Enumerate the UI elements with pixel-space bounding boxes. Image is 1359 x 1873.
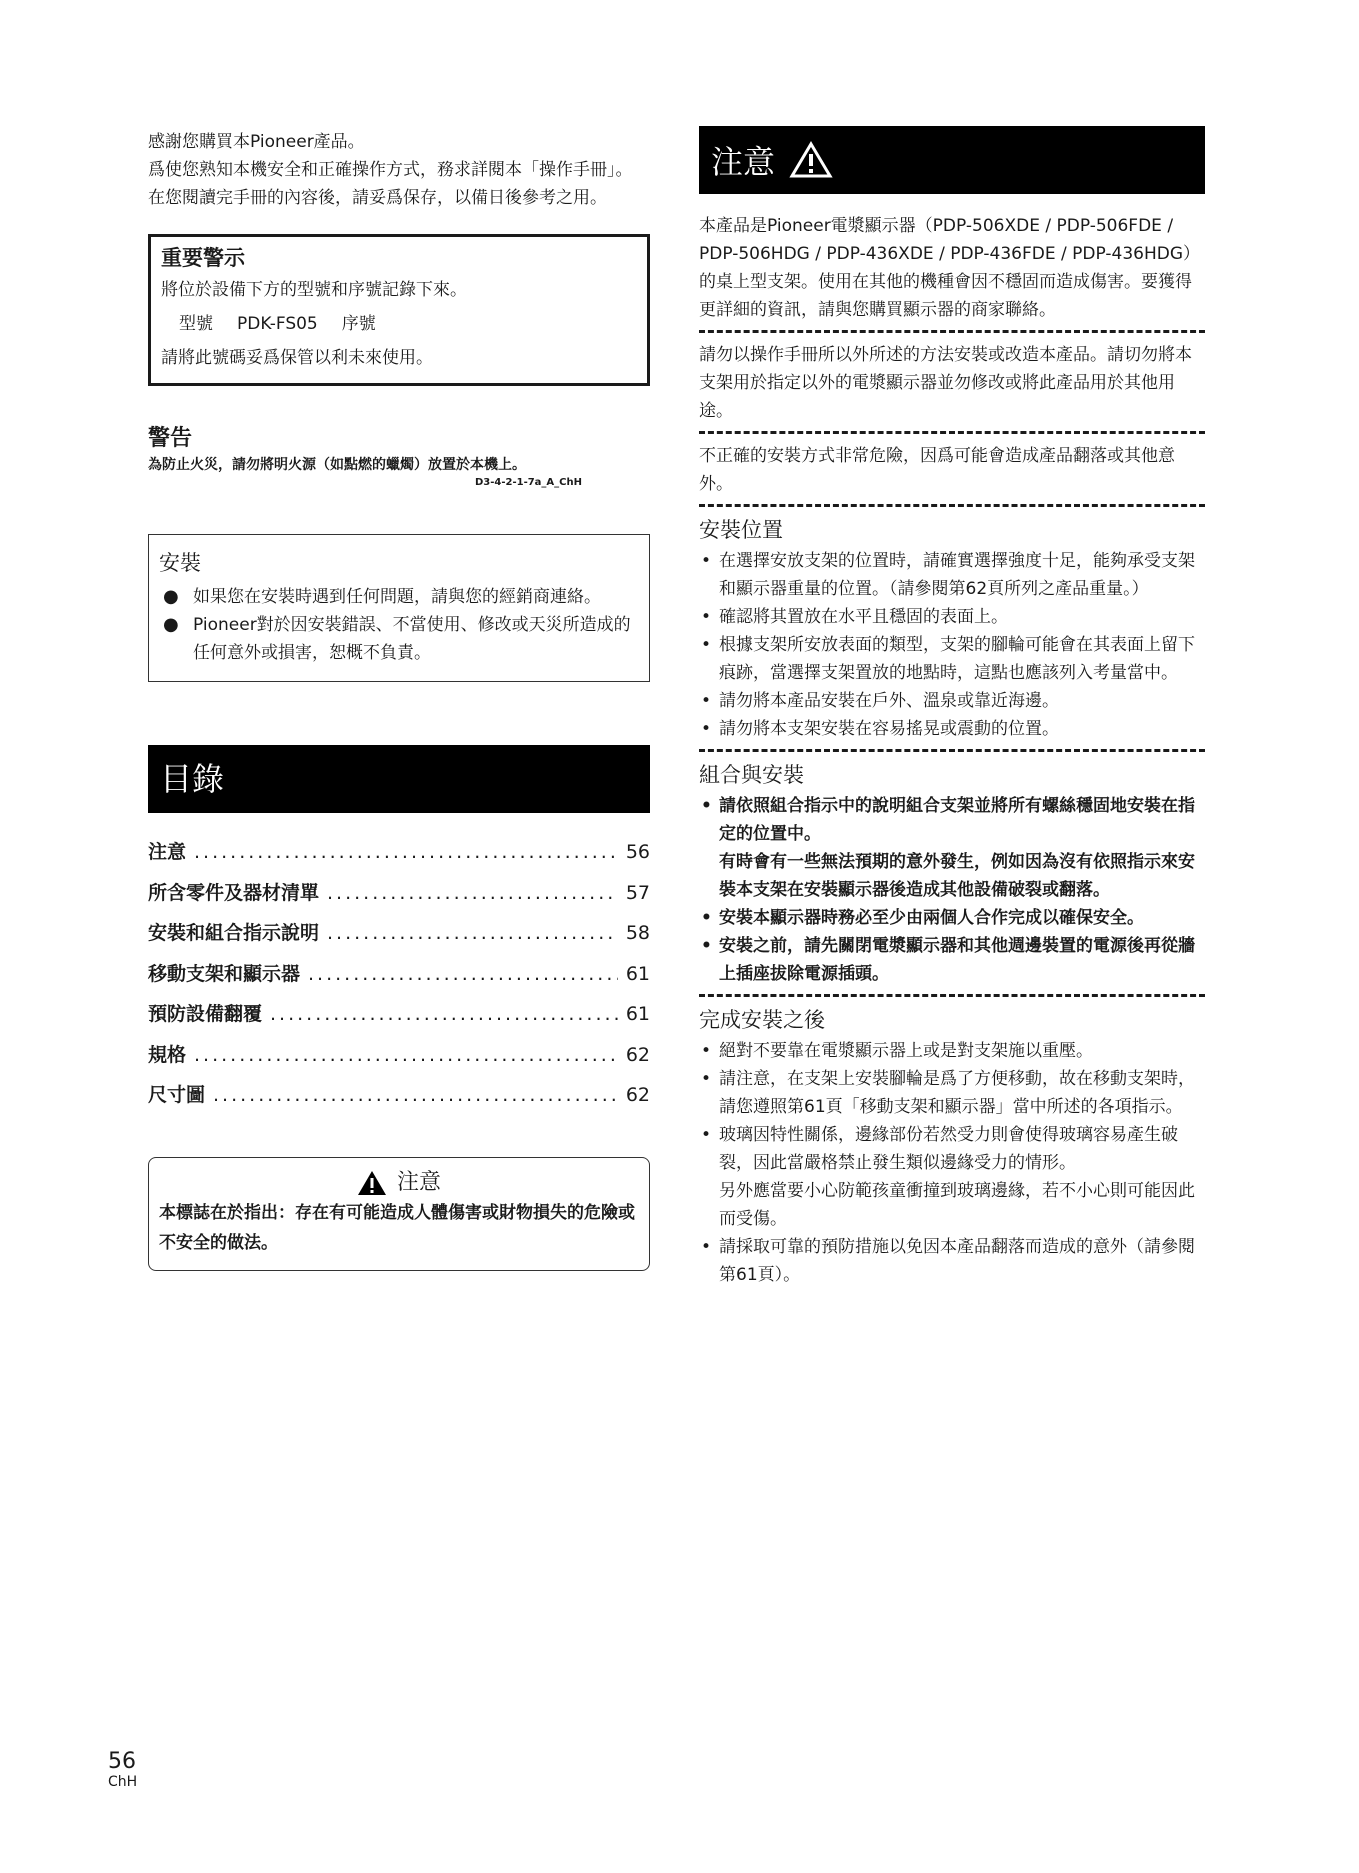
location-list bbox=[699, 547, 1205, 743]
list-item bbox=[159, 611, 639, 667]
caution-box-header bbox=[159, 1168, 639, 1198]
right-column bbox=[699, 126, 1205, 1289]
list-item: • 請勿將本支架安裝在容易搖晃或震動的位置。 bbox=[699, 715, 1205, 743]
section-title-assembly: 組合與安裝 bbox=[699, 763, 804, 787]
toc-entry[interactable] bbox=[148, 1080, 650, 1121]
list-item: • 絕對不要靠在電漿顯示器上或是對支架施以重壓。 bbox=[699, 1037, 1205, 1065]
warning-code: D3-4-2-1-7a_A_ChH bbox=[474, 477, 582, 488]
important-line: 請將此號碼妥爲保管以利未來使用。 bbox=[161, 348, 433, 368]
toc-page: 58 bbox=[625, 922, 650, 944]
list-item-subtext: 有時會有一些無法預期的意外發生，例如因為沒有依照指示來安裝本支架在安裝顯示器後造成其他設備破裂或翻落。 bbox=[719, 852, 1195, 900]
caution-intro bbox=[699, 212, 1205, 324]
list-item bbox=[159, 583, 639, 611]
toc-leader bbox=[194, 841, 618, 863]
caution-title: 注意 bbox=[711, 143, 776, 181]
important-line: 將位於設備下方的型號和序號記錄下來。 bbox=[161, 280, 467, 300]
toc-label: 所含零件及器材清單 bbox=[148, 881, 320, 904]
toc-page: 62 bbox=[625, 1043, 650, 1066]
dashed-divider bbox=[699, 431, 1205, 438]
list-item: • 在選擇安放支架的位置時，請確實選擇強度十足，能夠承受支架和顯示器重量的位置。（請參閱第62頁所列之產品重量。） bbox=[699, 547, 1205, 603]
left-column bbox=[148, 128, 650, 1271]
toc-entry[interactable] bbox=[148, 837, 650, 878]
list-item: • 請勿將本產品安裝在戶外、溫泉或靠近海邊。 bbox=[699, 687, 1205, 715]
page-number-value: 56 bbox=[108, 1749, 136, 1774]
intro bbox=[148, 128, 650, 212]
install-title: 安裝 bbox=[159, 551, 201, 575]
toc-page: 57 bbox=[625, 881, 650, 904]
warning-text: 為防止火災，請勿將明火源（如點燃的蠟燭）放置於本機上。 bbox=[148, 457, 526, 473]
list-item-subtext: 另外應當要小心防範孩童衝撞到玻璃邊緣，若不小心則可能因此而受傷。 bbox=[719, 1181, 1195, 1229]
list-item-text: 如果您在安裝時遇到任何問題，請與您的經銷商連絡。 bbox=[193, 587, 601, 607]
caution-box-title: 注意 bbox=[396, 1169, 441, 1195]
warning-section bbox=[148, 424, 650, 490]
warning-title: 警告 bbox=[148, 426, 193, 451]
toc-entry[interactable] bbox=[148, 918, 650, 959]
page-number bbox=[108, 1749, 138, 1790]
toc-page: 62 bbox=[625, 1084, 650, 1106]
table-of-contents bbox=[148, 837, 650, 1121]
caution-paragraph: 不正確的安裝方式非常危險，因爲可能會造成產品翻落或其他意外。 bbox=[699, 446, 1175, 494]
list-item bbox=[699, 792, 1205, 904]
toc-page: 61 bbox=[625, 962, 650, 985]
caution-header bbox=[699, 126, 1205, 194]
list-item: • 安裝之前，請先關閉電漿顯示器和其他週邊裝置的電源後再從牆上插座拔除電源插頭。 bbox=[699, 932, 1205, 988]
list-item-text: 玻璃因特性關係，邊緣部份若然受力則會使得玻璃容易產生破裂，因此當嚴格禁止發生類似邊緣受力的情形。 bbox=[719, 1125, 1178, 1173]
toc-entry[interactable] bbox=[148, 1040, 650, 1081]
toc-label: 規格 bbox=[148, 1043, 187, 1066]
intro-line: 爲使您熟知本機安全和正確操作方式，務求詳閱本「操作手冊」。 bbox=[148, 160, 633, 180]
toc-leader bbox=[270, 1003, 618, 1025]
list-item-text: Pioneer對於因安裝錯誤、不當使用、修改或天災所造成的任何意外或損害，恕概不負責。 bbox=[193, 615, 631, 663]
toc-title: 目錄 bbox=[148, 745, 650, 813]
list-item: • 安裝本顯示器時務必至少由兩個人合作完成以確保安全。 bbox=[699, 904, 1205, 932]
toc-page: 61 bbox=[625, 1003, 650, 1025]
model-label: 型號 bbox=[179, 314, 213, 334]
important-notice-box bbox=[148, 234, 650, 386]
list-item: • 根據支架所安放表面的類型，支架的腳輪可能會在其表面上留下痕跡，當選擇支架置放的地點時，這點也應該列入考量當中。 bbox=[699, 631, 1205, 687]
language-code: ChH bbox=[108, 1774, 138, 1790]
toc-label: 注意 bbox=[148, 841, 187, 863]
install-box bbox=[148, 534, 650, 682]
intro-line: 在您閱讀完手冊的內容後，請妥爲保存，以備日後參考之用。 bbox=[148, 188, 607, 208]
intro-line: 感謝您購買本Pioneer產品。 bbox=[148, 132, 365, 152]
serial-label: 序號 bbox=[341, 314, 376, 334]
caution-paragraph: 請勿以操作手冊所以外所述的方法安裝或改造本產品。請切勿將本支架用於指定以外的電漿顯示器並勿修改或將此產品用於其他用途。 bbox=[699, 345, 1192, 421]
toc-leader bbox=[194, 1044, 618, 1066]
model-serial-line bbox=[161, 307, 637, 341]
list-item: • 請採取可靠的預防措施以免因本產品翻落而造成的意外（請參閱第61頁）。 bbox=[699, 1233, 1205, 1289]
section-title-location: 安裝位置 bbox=[699, 518, 783, 542]
toc-leader bbox=[327, 882, 618, 904]
dashed-divider bbox=[699, 994, 1205, 1001]
assembly-list bbox=[699, 792, 1205, 988]
dashed-divider bbox=[699, 749, 1205, 756]
toc-entry[interactable] bbox=[148, 999, 650, 1040]
section-title-after: 完成安裝之後 bbox=[699, 1008, 825, 1032]
toc-leader bbox=[308, 963, 618, 985]
toc-label: 安裝和組合指示說明 bbox=[148, 922, 320, 944]
toc-leader bbox=[327, 922, 618, 944]
caution-paragraph: 本產品是Pioneer電漿顯示器（PDP-506XDE / PDP-506FDE / PDP-506HDG / PDP-436XDE / PDP-436FDE / PDP-436HDG）的桌上型支架。使用在其他的機種會因不穩固而造成傷害。要獲得更詳細的資訊，請與您購買顯示器的商家聯絡。 bbox=[699, 216, 1200, 320]
install-list bbox=[159, 583, 639, 667]
toc-page: 56 bbox=[625, 841, 650, 863]
list-item: • 確認將其置放在水平且穩固的表面上。 bbox=[699, 603, 1205, 631]
list-item bbox=[699, 1121, 1205, 1233]
toc-entry[interactable] bbox=[148, 959, 650, 1000]
list-item: • 請注意，在支架上安裝腳輪是爲了方便移動，故在移動支架時，請您遵照第61頁「移動支架和顯示器」當中所述的各項指示。 bbox=[699, 1065, 1205, 1121]
dashed-divider bbox=[699, 504, 1205, 511]
warning-triangle-icon bbox=[789, 141, 833, 179]
toc-leader bbox=[213, 1084, 618, 1106]
toc-label: 移動支架和顯示器 bbox=[148, 962, 301, 985]
list-item-text: 請依照組合指示中的說明組合支架並將所有螺絲穩固地安裝在指定的位置中。 bbox=[719, 796, 1195, 844]
bullet-icon: ● bbox=[163, 614, 179, 635]
bullet-icon: ● bbox=[163, 586, 179, 607]
toc-label: 預防設備翻覆 bbox=[148, 1003, 263, 1025]
model-value: PDK-FS05 bbox=[237, 314, 318, 334]
toc-label: 尺寸圖 bbox=[148, 1084, 206, 1106]
after-install-list bbox=[699, 1037, 1205, 1289]
toc-entry[interactable] bbox=[148, 878, 650, 919]
caution-box-text: 本標誌在於指出：存在有可能造成人體傷害或財物損失的危險或不安全的做法。 bbox=[159, 1202, 635, 1253]
caution-symbol-box bbox=[148, 1157, 650, 1271]
warning-triangle-icon bbox=[357, 1170, 387, 1196]
important-title: 重要警示 bbox=[161, 246, 245, 270]
dashed-divider bbox=[699, 330, 1205, 337]
